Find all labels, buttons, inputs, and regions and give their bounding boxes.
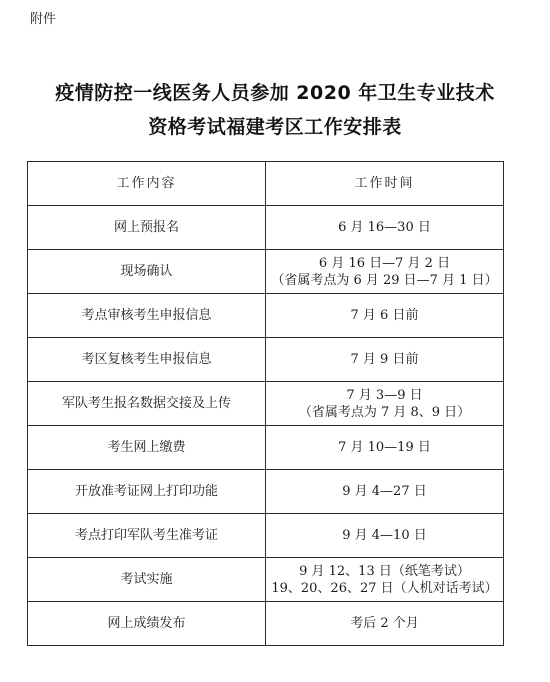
page-title-line-1: 疫情防控一线医务人员参加 2020 年卫生专业技术 (55, 82, 495, 104)
cell-time (266, 426, 504, 470)
cell-content: 军队考生报名数据交接及上传 (28, 382, 266, 426)
cell-time (266, 294, 504, 338)
cell-time (266, 206, 504, 250)
time-note: （省属考点为 6 月 29 日—7 月 1 日） (271, 272, 498, 288)
time-line: 6 月 16 日—7 月 2 日 (318, 255, 451, 271)
cell-time (266, 250, 504, 294)
cell-content: 开放准考证网上打印功能 (28, 470, 266, 514)
time-line: 7 月 3—9 日 (346, 387, 423, 403)
cell-content: 考区复核考生申报信息 (28, 338, 266, 382)
time-line: 7 月 6 日前 (350, 308, 419, 323)
cell-content: 网上成绩发布 (28, 602, 266, 646)
cell-content: 网上预报名 (28, 206, 266, 250)
cell-content: 考生网上缴费 (28, 426, 266, 470)
time-line-2: 19、20、26、27 日（人机对话考试） (271, 580, 498, 596)
cell-content: 考点打印军队考生准考证 (28, 514, 266, 558)
page-title-line-2: 资格考试福建考区工作安排表 (148, 116, 402, 138)
table-row (28, 558, 504, 602)
time-line: 9 月 12、13 日（纸笔考试） (299, 563, 470, 579)
time-line: 9 月 4—10 日 (342, 528, 427, 543)
table-row (28, 470, 504, 514)
schedule-table (27, 161, 504, 646)
table-row (28, 602, 504, 646)
time-line: 9 月 4—27 日 (342, 484, 427, 499)
time-line: 考后 2 个月 (350, 616, 419, 631)
column-header-content: 工作内容 (28, 162, 266, 206)
table-row (28, 294, 504, 338)
column-header-time: 工作时间 (266, 162, 504, 206)
cell-time (266, 514, 504, 558)
cell-content: 考点审核考生申报信息 (28, 294, 266, 338)
table-header-row (28, 162, 504, 206)
annex-label: 附件 (30, 12, 57, 27)
table-row (28, 338, 504, 382)
table-row (28, 382, 504, 426)
cell-time (266, 558, 504, 602)
table-row (28, 250, 504, 294)
time-line: 7 月 10—19 日 (338, 440, 431, 455)
cell-time (266, 470, 504, 514)
table-row (28, 206, 504, 250)
time-note: （省属考点为 7 月 8、9 日） (298, 404, 471, 420)
cell-time (266, 602, 504, 646)
table-row (28, 514, 504, 558)
cell-time (266, 382, 504, 426)
cell-content: 考试实施 (28, 558, 266, 602)
cell-time (266, 338, 504, 382)
time-line: 6 月 16—30 日 (338, 220, 431, 235)
time-line: 7 月 9 日前 (350, 352, 419, 367)
table-row (28, 426, 504, 470)
cell-content: 现场确认 (28, 250, 266, 294)
